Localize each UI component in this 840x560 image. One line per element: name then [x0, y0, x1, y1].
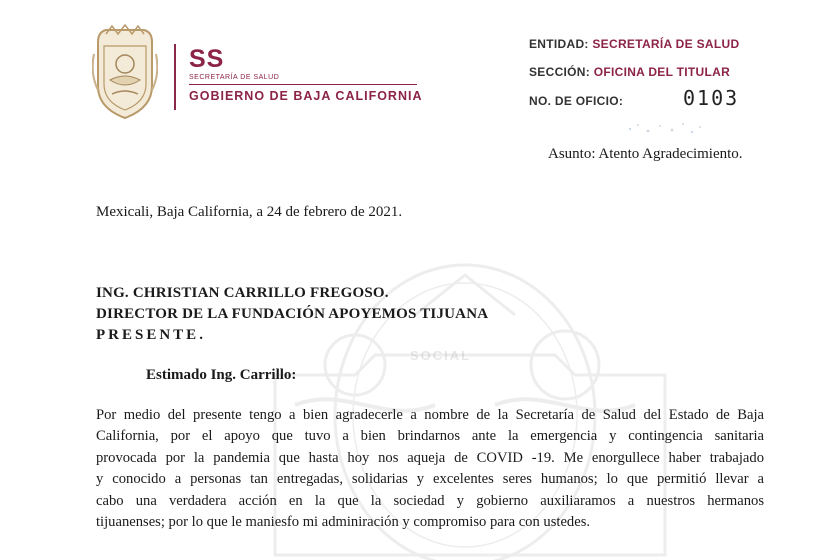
- stamp-smudge-icon: [620, 117, 710, 139]
- letter-place-date: Mexicali, Baja California, a 24 de febrero de 2021.: [96, 204, 403, 220]
- letter-greeting: Estimado Ing. Carrillo:: [146, 367, 297, 383]
- oficio-line: [529, 94, 623, 108]
- letter-body: [96, 405, 764, 533]
- seccion-value: OFICINA DEL TITULAR: [593, 65, 731, 79]
- seccion-label: SECCIÓN:: [529, 65, 591, 79]
- brand-acronym: SS: [189, 45, 225, 73]
- body-line: provocada por la pandemia que hasta hoy nos aqueja de COVID -19. Me enorgullece haber trabajado: [96, 449, 764, 466]
- entidad-value: SECRETARÍA DE SALUD: [592, 37, 740, 51]
- body-line: Por medio del presente tengo a bien agradecerle a nombre de la Secretaría de Salud del Estado de Baja: [96, 407, 764, 423]
- brand-subtitle: SECRETARÍA DE SALUD: [189, 74, 280, 81]
- recipient-name: ING. CHRISTIAN CARRILLO FREGOSO.: [96, 285, 389, 301]
- brand-block: [189, 46, 423, 103]
- entidad-line: [529, 37, 739, 51]
- seccion-line: [529, 65, 730, 79]
- letter-subject: Asunto: Atento Agradecimiento.: [548, 146, 743, 162]
- body-line: y conocido a personas tan entregadas, solidarias y excelentes seres humanos; lo que permitió llevar a: [96, 471, 764, 488]
- body-line: California, por el apoyo que tuvo a bien brindarnos ante la emergencia y contingencia sanitaria: [96, 428, 764, 445]
- presente-line: PRESENTE.: [96, 327, 206, 343]
- header-divider: [174, 44, 176, 110]
- entidad-label: ENTIDAD:: [529, 37, 589, 51]
- brand-government: GOBIERNO DE BAJA CALIFORNIA: [189, 89, 423, 103]
- oficio-label: NO. DE OFICIO:: [529, 94, 624, 108]
- recipient-block: [96, 283, 488, 346]
- brand-rule: [189, 84, 417, 85]
- recipient-title: DIRECTOR DE LA FUNDACIÓN APOYEMOS TIJUANA: [96, 306, 489, 322]
- body-line: cabo una verdadera acción en la que la sociedad y gobierno auxiliaramos a nuestros hermanos: [96, 492, 764, 509]
- oficio-number: 0103: [683, 86, 740, 110]
- baja-california-coat-of-arms-icon: [92, 24, 158, 122]
- watermark-text: SOCIAL: [410, 348, 472, 363]
- body-line: tijuanenses; por lo que le maniesfo mi adminiración y compromiso para con ustedes.: [96, 514, 591, 531]
